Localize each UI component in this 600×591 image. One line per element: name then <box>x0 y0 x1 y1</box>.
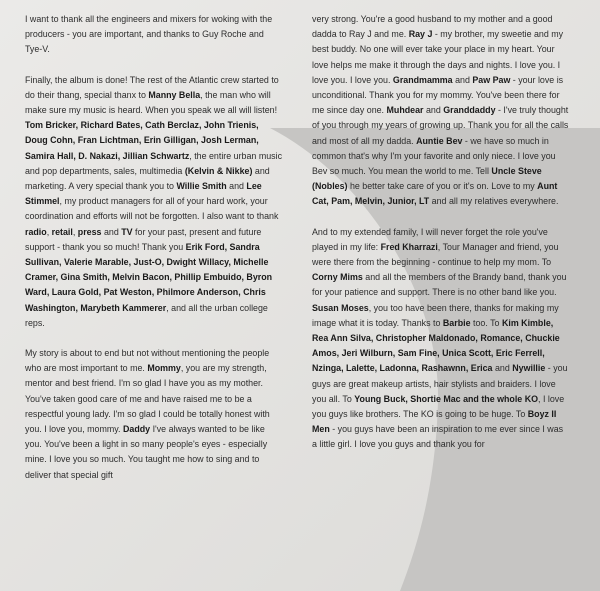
body-text: for your past, present and future support - thank you so much! Thank you <box>25 226 262 252</box>
body-text: - I've truly thought of you through my years of growing up. Thank you for all the calls and most of all my dadda. <box>312 105 569 146</box>
name-highlight: Fred Kharrazi <box>380 241 438 252</box>
body-text: and all the members of the Brandy band, thank you for your patience and support. There is no other band like you. <box>312 272 567 298</box>
body-text: and <box>226 181 247 192</box>
body-text: he better take care of you or it's on. Love to my <box>347 181 538 192</box>
body-text: and <box>492 363 513 374</box>
name-highlight: Young Buck, Shortie Mac and the whole KO <box>354 393 539 404</box>
body-text: and <box>101 226 122 237</box>
name-highlight: Mommy <box>147 363 181 374</box>
name-highlight: Barbie <box>442 317 471 328</box>
name-highlight: Susan Moses <box>312 302 369 313</box>
name-highlight: Willie Smith <box>176 181 227 192</box>
name-highlight: Nywillie <box>512 363 546 374</box>
name-highlight: Lee Stimmel <box>25 181 262 207</box>
name-highlight: Paw Paw <box>472 74 511 85</box>
body-text: - your love is unconditional. Thank you for my mommy. You've been there for me since day one. <box>312 74 564 116</box>
body-text: very strong. You're a good husband to my mother and a good dadda to Ray J and me. <box>312 14 553 40</box>
name-highlight: Aunt Cat, Pam, Melvin, Junior, LT <box>312 181 558 207</box>
body-text: , <box>72 226 78 237</box>
acknowledgement-paragraph <box>312 225 570 453</box>
body-text: , the entire urban music and pop departments, sales, multimedia <box>25 150 283 176</box>
acknowledgement-paragraph <box>25 346 283 483</box>
name-highlight: Corny Mims <box>312 272 363 283</box>
body-text: , Tour Manager and friend, you were there from the beginning - continue to help my mom. To <box>312 241 559 268</box>
body-text: My story is about to end but not without mentioning the people who are most important to me. <box>25 348 270 374</box>
acknowledgement-paragraph <box>312 12 570 210</box>
body-text: and marketing. A very special thank you to <box>25 165 270 192</box>
body-text: - you guys have been an inspiration to me ever since I was a little girl. I love you guys and thank you for <box>312 424 564 450</box>
name-highlight: TV <box>121 226 133 237</box>
name-highlight: Daddy <box>122 424 151 435</box>
name-highlight: Tom Bricker, Richard Bates, Cath Berclaz, John Trienis, Doug Cohn, Fran Lichtman, Erin Gilligan, Josh Lerman, Samira Hall, D. Nakazi, Jillian Schwartz <box>25 120 259 161</box>
body-text: I've always wanted to be like you. You've been a light in so many people's eyes - especially mine. I love you so much. You taught me how to sing and to deliver that special gift <box>25 424 268 480</box>
name-highlight: Grandmamma <box>392 74 453 85</box>
body-text: , <box>46 226 52 237</box>
name-highlight: Kim Kimble, Rea Ann Silva, Christopher Maldonado, Romance, Chuckie Amos, Jeri Wilburn, Sam Fine, Unica Scott, Eric Ferrell, Nzinga, Lalette, Ladonna, Rashawnn, Erica <box>312 317 560 374</box>
body-text: - you guys are great makeup artists, hair stylists and braiders. I love you all. To <box>312 363 568 404</box>
name-highlight: Boyz II Men <box>312 409 557 435</box>
body-text: , and all the urban college reps. <box>25 302 268 328</box>
body-text: , the man who will make sure my music is heard. When you speak we all will listen! <box>25 89 278 116</box>
name-highlight: retail <box>51 226 73 237</box>
body-text: and <box>452 74 473 85</box>
name-highlight: radio <box>25 226 47 237</box>
acknowledgement-paragraph <box>25 73 283 331</box>
body-text: , you are my strength, mentor and best friend. I'm so glad I have you as my mother. You've taken good care of me and have raised me to be a respectful young lady. I'm so glad I could be totally honest with you. I love you, mommy. <box>25 363 270 435</box>
name-highlight: Granddaddy <box>443 105 496 116</box>
body-text: too. To <box>470 317 502 328</box>
name-highlight: press <box>77 226 102 237</box>
left-column <box>25 12 283 498</box>
name-highlight: Uncle Steve (Nobles) <box>312 166 542 192</box>
body-text: - we have so much in common that's why I'm your favorite and only niece. I love you Bev so much. You mean the world to me. Tell <box>312 135 556 177</box>
body-text: Finally, the album is done! The rest of the Atlantic crew started to do their thang, special thanx to <box>25 74 279 100</box>
body-text: , my product managers for all of your hard work, your coordination and efforts will not be forgotten. I also want to thank <box>25 196 279 222</box>
body-text: And to my extended family, I will never forget the role you've played in my life: <box>312 226 548 252</box>
body-text: and <box>423 105 444 116</box>
body-text: I want to thank all the engineers and mixers for woking with the producers - you are important, and thanks to Guy Roche and Tye-V. <box>25 14 273 55</box>
name-highlight: Erik Ford, Sandra Sullivan, Valerie Marable, Just-O, Dwight Willacy, Michelle Cramer, Gina Smith, Melvin Bacon, Phillip Embuido, Byron Ward, Laura Gold, Pat Weston, Philmore Anderson, Chris Washington, Marybeth Kammerer <box>25 241 273 313</box>
body-text: , I love you guys like brothers. The KO is going to be huge. To <box>312 393 565 420</box>
body-text: - my brother, my sweetie and my best buddy. No one will ever take your place in my heart. Your love helps me make it through the days and nights. I love you. I love you. I love you. <box>312 29 564 85</box>
name-highlight: (Kelvin & Nikke) <box>184 165 253 176</box>
body-text: and all my relatives everywhere. <box>429 196 559 207</box>
name-highlight: Muhdear <box>386 105 424 116</box>
name-highlight: Ray J <box>408 29 433 40</box>
body-text: , you too have been there, thanks for making my image what it is today. Thanks to <box>312 302 559 328</box>
right-column <box>312 12 570 468</box>
acknowledgement-paragraph <box>25 12 283 58</box>
name-highlight: Manny Bella <box>148 89 201 100</box>
name-highlight: Auntie Bev <box>416 135 463 146</box>
